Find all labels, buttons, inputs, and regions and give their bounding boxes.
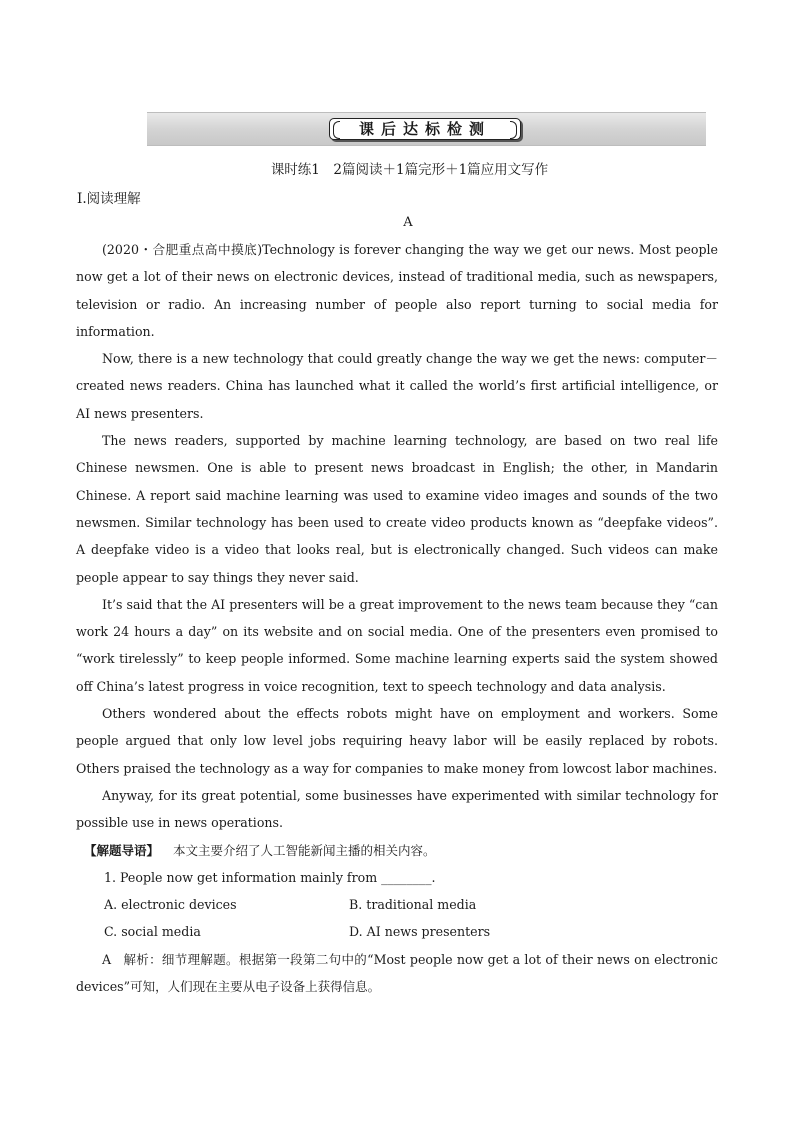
question-stem: 1. People now get information mainly from ________. [104, 869, 436, 885]
guide-line [76, 837, 718, 864]
paragraph: Now, there is a new technology that could greatly change the way we get the news: computer－created news readers. China has launched what it called the world’s first artificial intelligence, or AI news presenters. [76, 351, 718, 421]
paragraph: (2020・合肥重点高中摸底)Technology is forever changing the way we get our news. Most people now get a lot of their news on electronic devices, instead of traditional media, such as newspapers, television or radio. An increasing number of people also report turning to social media for information. [76, 242, 718, 339]
options-row [76, 918, 718, 945]
answer-label: 解析：细节理解题。根据第一段第二句中的 [123, 951, 368, 967]
header-banner [147, 112, 706, 146]
paragraph: It’s said that the AI presenters will be a great improvement to the news team because they “can work 24 hours a day” on its website and on social media. One of the presenters even promised to “work tirelessly” to keep people informed. Some machine learning experts said the system showed off China’s latest progress in voice recognition, text to speech technology and data analysis. [76, 596, 718, 694]
guide-text: 本文主要介绍了人工智能新闻主播的相关内容。 [173, 842, 436, 858]
banner-title: 课后达标检测 [329, 118, 521, 140]
answer-quote: “Most people now get a lot of their news on electronic devices” [76, 951, 718, 995]
passage-label: A [403, 215, 413, 230]
option-b: B. traditional media [349, 897, 477, 913]
paragraph: The news readers, supported by machine learning technology, are based on two real life Chinese newsmen. One is able to present news broadcast in English; the other, in Mandarin Chinese. A report said machine learning was used to examine video images and sounds of the two newsmen. Similar technology has been used to create video products known as “deepfake videos”. A deepfake video is a video that looks real, but is electronically changed. Such videos can make people appear to say things they never said. [76, 433, 718, 585]
answer-explanation [76, 946, 718, 1001]
lesson-subtitle: 课时练1 2篇阅读＋1篇完形＋1篇应用文写作 [270, 162, 549, 178]
paragraph: Anyway, for its great potential, some businesses have experimented with similar technology for possible use in news operations. [76, 787, 718, 831]
answer-letter: A [102, 951, 112, 967]
guide-heading: 【解题导语】 [84, 842, 160, 858]
option-a: A. electronic devices [104, 897, 237, 913]
answer-conclusion: 可知，人们现在主要从电子设备上获得信息。 [130, 979, 381, 995]
section-heading: Ⅰ.阅读理解 [77, 191, 141, 207]
option-d: D. AI news presenters [349, 924, 491, 940]
paragraph: Others wondered about the effects robots might have on employment and workers. Some people argued that only low level jobs requiring heavy labor will be easily replaced by robots. Others praised the technology as a way for companies to make money from lowcost labor machines. [76, 706, 718, 776]
option-c: C. social media [104, 924, 201, 940]
options-row [76, 891, 718, 918]
document-body [76, 236, 718, 1000]
